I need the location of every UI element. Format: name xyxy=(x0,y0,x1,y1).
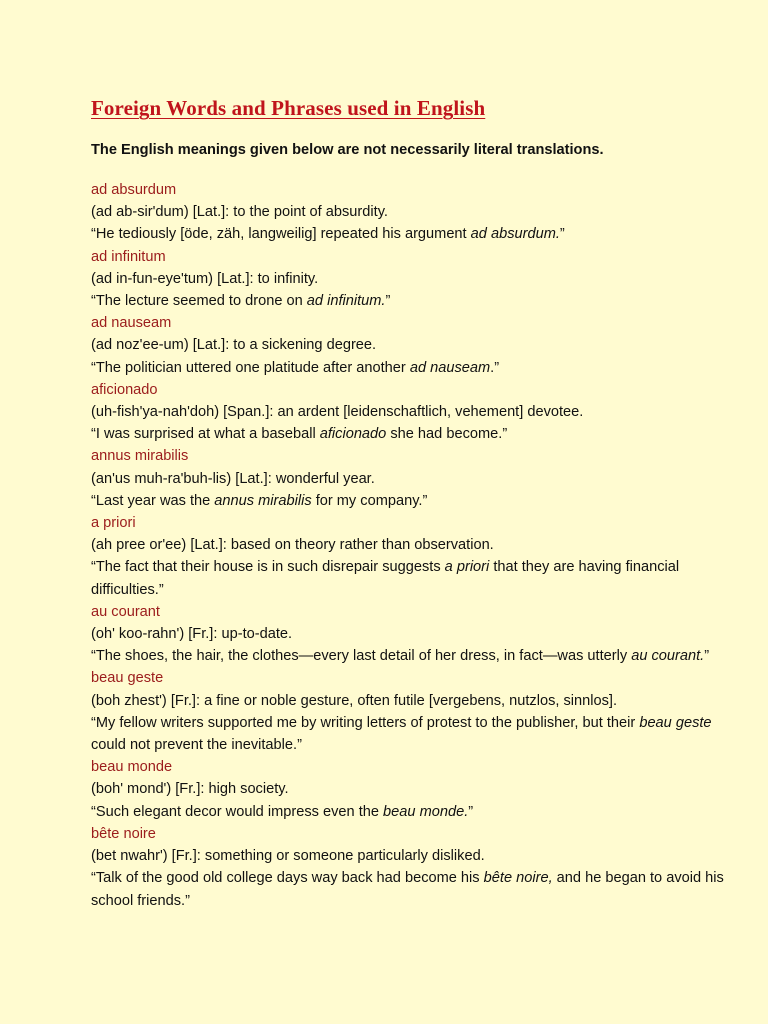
entry-example-italic: annus mirabilis xyxy=(214,492,312,509)
entry-example: “He tediously [öde, zäh, langweilig] repeated his argument ad absurdum.” xyxy=(91,226,565,243)
entry-term: bête noire xyxy=(91,825,156,842)
page-title: Foreign Words and Phrases used in English xyxy=(91,96,486,120)
entry-example: “Last year was the annus mirabilis for my company.” xyxy=(91,492,428,509)
entry-definition: (an'us muh-ra'buh-lis) [Lat.]: wonderful year. xyxy=(91,470,375,487)
entry-term: ad nauseam xyxy=(91,315,172,332)
entry-definition: (uh-fish'ya-nah'doh) [Span.]: an ardent [leidenschaftlich, vehement] devotee. xyxy=(91,404,584,421)
entry-example: “Talk of the good old college days way back had become his bête noire, and he began to avoid his school friends.” xyxy=(91,870,724,909)
entry-list xyxy=(91,179,731,912)
entry-example-italic: ad infinitum. xyxy=(306,293,386,310)
entry-example: “I was surprised at what a baseball aficionado she had become.” xyxy=(91,426,508,443)
entry-example-italic: ad absurdum. xyxy=(470,226,560,243)
list-item xyxy=(91,667,731,756)
entry-term: beau monde xyxy=(91,759,173,776)
entry-example: “Such elegant decor would impress even the beau monde.” xyxy=(91,803,474,820)
entry-example-italic: beau monde. xyxy=(383,803,469,820)
entry-example-italic: ad nauseam xyxy=(409,359,491,376)
entry-term: au courant xyxy=(91,603,160,620)
list-item xyxy=(91,823,731,912)
list-item xyxy=(91,379,731,446)
entry-example-italic: a priori xyxy=(444,559,490,576)
entry-definition: (boh' mond') [Fr.]: high society. xyxy=(91,781,289,798)
entry-example: “The lecture seemed to drone on ad infinitum.” xyxy=(91,293,391,310)
entry-example-italic: beau geste xyxy=(639,714,712,731)
entry-definition: (ah pree or'ee) [Lat.]: based on theory rather than observation. xyxy=(91,537,494,554)
entry-term: annus mirabilis xyxy=(91,448,189,465)
list-item xyxy=(91,312,731,379)
list-item xyxy=(91,445,731,512)
page-subtitle: The English meanings given below are not necessarily literal translations. xyxy=(91,142,604,158)
entry-example-italic: bête noire, xyxy=(483,870,553,887)
entry-definition: (oh' koo-rahn') [Fr.]: up-to-date. xyxy=(91,626,293,643)
entry-definition: (boh zhest') [Fr.]: a fine or noble gesture, often futile [vergebens, nutzlos, sinnlos]. xyxy=(91,692,618,709)
entry-term: ad infinitum xyxy=(91,248,166,265)
list-item xyxy=(91,246,731,313)
list-item xyxy=(91,512,731,601)
list-item xyxy=(91,179,731,246)
entry-term: aficionado xyxy=(91,381,158,398)
list-item xyxy=(91,601,731,668)
entry-example-italic: aficionado xyxy=(319,426,387,443)
entry-definition: (bet nwahr') [Fr.]: something or someone particularly disliked. xyxy=(91,848,485,865)
list-item xyxy=(91,756,731,823)
entry-example: “My fellow writers supported me by writing letters of protest to the publisher, but their beau geste could not prevent the inevitable.” xyxy=(91,714,712,754)
entry-example: “The shoes, the hair, the clothes—every last detail of her dress, in fact—was utterly au courant.” xyxy=(91,648,710,665)
entry-term: a priori xyxy=(91,515,136,532)
entry-term: ad absurdum xyxy=(91,182,177,198)
entry-example: “The politician uttered one platitude after another ad nauseam.” xyxy=(91,359,500,376)
entry-example: “The fact that their house is in such disrepair suggests a priori that they are having financial difficulties.” xyxy=(91,559,680,598)
entry-term: beau geste xyxy=(91,670,164,687)
entry-definition: (ad ab-sir'dum) [Lat.]: to the point of absurdity. xyxy=(91,204,388,221)
entry-definition: (ad in-fun-eye'tum) [Lat.]: to infinity. xyxy=(91,270,319,287)
document-page xyxy=(91,94,731,912)
entry-example-italic: au courant. xyxy=(631,648,705,665)
entry-definition: (ad noz'ee-um) [Lat.]: to a sickening degree. xyxy=(91,337,377,354)
